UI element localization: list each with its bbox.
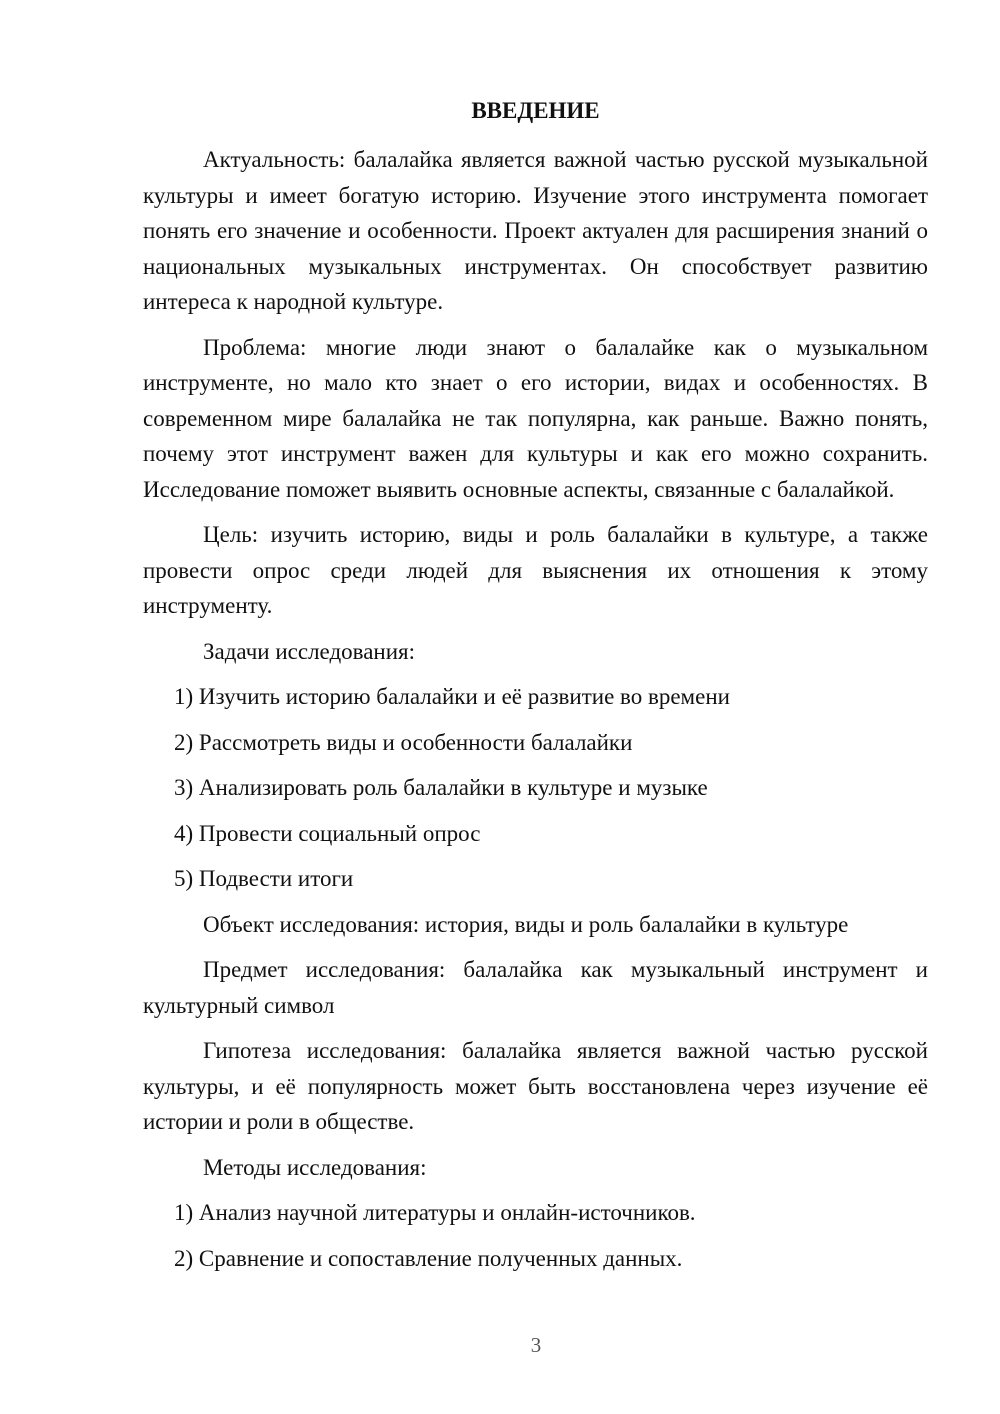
tasks-heading: Задачи исследования: [203,638,416,664]
problem-paragraph: Проблема: многие люди знают о балалайке как о музыкальном инструменте, но мало кто знает о его истории, видах и особенностях. В современном мире балалайка не так популярна, как раньше. Важно понять, почему этот инструмент важен для культуры и как его можно сохранить. Исследование поможет выявить основные аспекты, связанные с балалайкой. [143,334,928,502]
list-item: 1) Анализ научной литературы и онлайн-источников. [174,1200,696,1225]
list-item: 3) Анализировать роль балалайки в культуре и музыке [174,775,708,800]
list-item: 1) Изучить историю балалайки и её развитие во времени [174,684,730,709]
list-item: 2) Сравнение и сопоставление полученных данных. [174,1245,683,1271]
hypothesis-paragraph: Гипотеза исследования: балалайка является важной частью русской культуры, и её популярность может быть восстановлена через изучение её истории и роли в обществе. [143,1038,928,1134]
tasks-list [143,679,928,897]
methods-heading: Методы исследования: [203,1154,427,1180]
methods-list [143,1195,928,1276]
object-paragraph: Объект исследования: история, виды и роль балалайки в культуре [203,911,849,937]
subject-paragraph: Предмет исследования: балалайка как музыкальный инструмент и культурный символ [143,957,928,1018]
list-item: 2) Рассмотреть виды и особенности балалайки [174,729,633,755]
list-item: 4) Провести социальный опрос [174,820,481,846]
goal-paragraph: Цель: изучить историю, виды и роль балалайки в культуре, а также провести опрос среди людей для выяснения их отношения к этому инструменту. [143,522,928,618]
list-item: 5) Подвести итоги [174,866,354,891]
section-title: ВВЕДЕНИЕ [471,98,600,123]
relevance-paragraph: Актуальность: балалайка является важной частью русской музыкальной культуры и имеет богатую историю. Изучение этого инструмента помогает понять его значение и особенности. Проект актуален для расширения знаний о национальных музыкальных инструментах. Он способствует развитию интереса к народной культуре. [143,147,928,314]
page-number: 3 [530,1333,542,1357]
